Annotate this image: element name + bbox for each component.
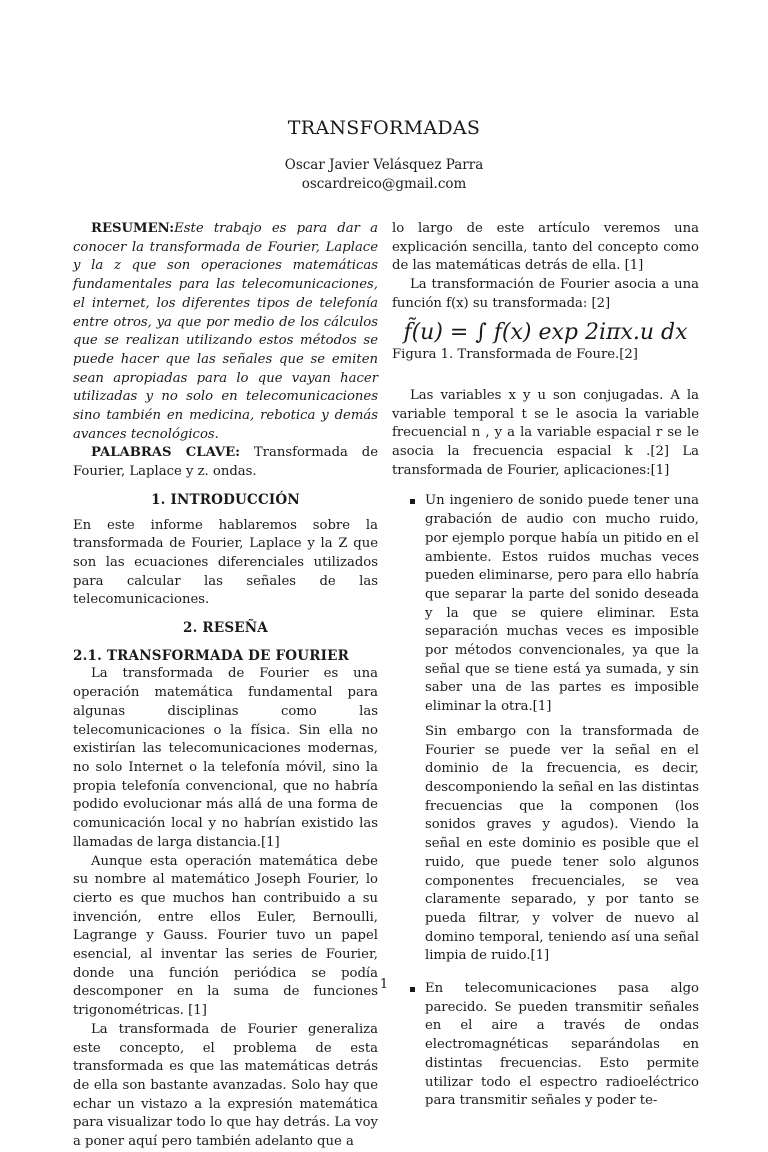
bullet-icon [410,499,415,504]
keywords-text: Transformada de Fourier, Laplace y z. ondas. [73,445,378,480]
paper-title: TRANSFORMADAS [287,117,481,139]
author-name: Oscar Javier Velásquez Parra [284,157,484,173]
section-heading-resena: 2. RESEÑA [183,620,268,637]
transform-intro-paragraph: La transformación de Fourier asocia a una función f(x) su transformada: [2] [392,277,699,311]
keywords-label: PALABRAS CLAVE: [91,445,241,461]
intro-paragraph: En este informe hablaremos sobre la transformada de Fourier, Laplace y la Z que son las ecuaciones diferenciales utilizados para calcular las señales de las telecomunicaciones. [73,517,378,608]
keywords [73,444,378,481]
abstract [73,220,378,444]
left-column [73,220,378,1152]
page-number: 1 [379,977,389,992]
subsection-heading-fourier: 2.1. TRANSFORMADA DE FOURIER [73,647,350,664]
applications-list [392,492,699,1111]
author-email: oscardreico@gmail.com [301,176,467,192]
list-item-text: Un ingeniero de sonido puede tener una grabación de audio con mucho ruido, por ejemplo porque había un pitido en el ambiente. Estos ruidos muchas veces pueden eliminarse, pero para ello habría que separar la parte del sonido deseada y la que se quiere eliminar. Esta separación muchas veces es imposible por métodos convencionales, ya que la señal que se tiene está ya sumada, y sin saber una de las partes es imposible eliminar la otra.[1] [425,493,699,715]
list-item-extra: Sin embargo con la transformada de Fourier se puede ver la señal en el dominio de la frecuencia, es decir, descomponiendo la señal en las distintas frecuencias que la componen (los sonidos graves y agudos). Viendo la señal en este dominio es posible que el ruido, que puede tener solo algunos componentes frecuenciales, se vea claramente separado, y por tanto se pueda filtrar, y volver de nuevo al domino temporal, teniendo así una señal limpia de ruido.[1] [425,723,699,964]
fourier-paragraph-3: La transformada de Fourier generaliza este concepto, el problema de esta transformada es que las matemáticas detrás de ella son bastante avanzadas. Solo hay que echar un vistazo a la expresión matemática para visualizar todo lo que hay detrás. La voy a poner aquí pero también adelanto que a [73,1021,378,1150]
list-item-text: En telecomunicaciones pasa algo parecido. Se pueden transmitir señales en el aire a través de ondas electromagnéticas separándolas en distintas frecuencias. Esto permite utilizar todo el espectro radioeléctrico para transmitir señales y poder te- [425,981,699,1109]
fourier-paragraph-1: La transformada de Fourier es una operación matemática fundamental para algunas disciplinas como las telecomunicaciones o la física. Sin ella no existirían las telecomunicaciones modernas, no solo Internet o la telefonía móvil, sino la propia telefonía convencional, que no habría podido evolucionar más allá de una forma de comunicación local y no habrían existido las llamadas de larga distancia.[1] [73,666,378,850]
fourier-paragraph-2: Aunque esta operación matemática debe su nombre al matemático Joseph Fourier, lo cierto es que muchos han contribuido a su invención, entre ellos Euler, Bernoulli, Lagrange y Gauss. Fourier tuvo un papel esencial, al inventar las series de Fourier, donde una función periódica se podía descomponer en la suma de funciones trigonométricas. [1] [73,853,378,1019]
abstract-label: RESUMEN: [91,221,175,236]
fourier-formula: f̃(u) = ∫ f(x) exp 2iπx.u dx [403,319,688,345]
abstract-text: Este trabajo es para dar a conocer la transformada de Fourier, Laplace y la z que son operaciones matemáticas fundamentales para las telecomunicaciones, el internet, los diferentes tipos de telefonía entre otros, ya que por medio de los cálculos que se realizan utilizando estos métodos se puede hacer que las señales que se emiten sean apropiadas para lo que vayan hacer utilizadas y no solo en telecomunicaciones sino también en medicina, rebotica y demás avances tecnológicos. [73,221,378,442]
list-item [392,980,699,1111]
continuation-paragraph: lo largo de este artículo veremos una explicación sencilla, tanto del concepto como de las matemáticas detrás de ella. [1] [392,221,699,274]
figure-caption: Figura 1. Transformada de Foure.[2] [392,347,638,363]
variables-paragraph: Las variables x y u son conjugadas. A la variable temporal t se le asocia la variable frecuencial n , y a la variable espacial r se le asocia la frecuencia espacial k .[2] La transformada de Fourier, aplicaciones:[1] [392,387,699,478]
list-item [392,492,699,966]
section-heading-introduccion: 1. INTRODUCCIÓN [151,491,300,508]
